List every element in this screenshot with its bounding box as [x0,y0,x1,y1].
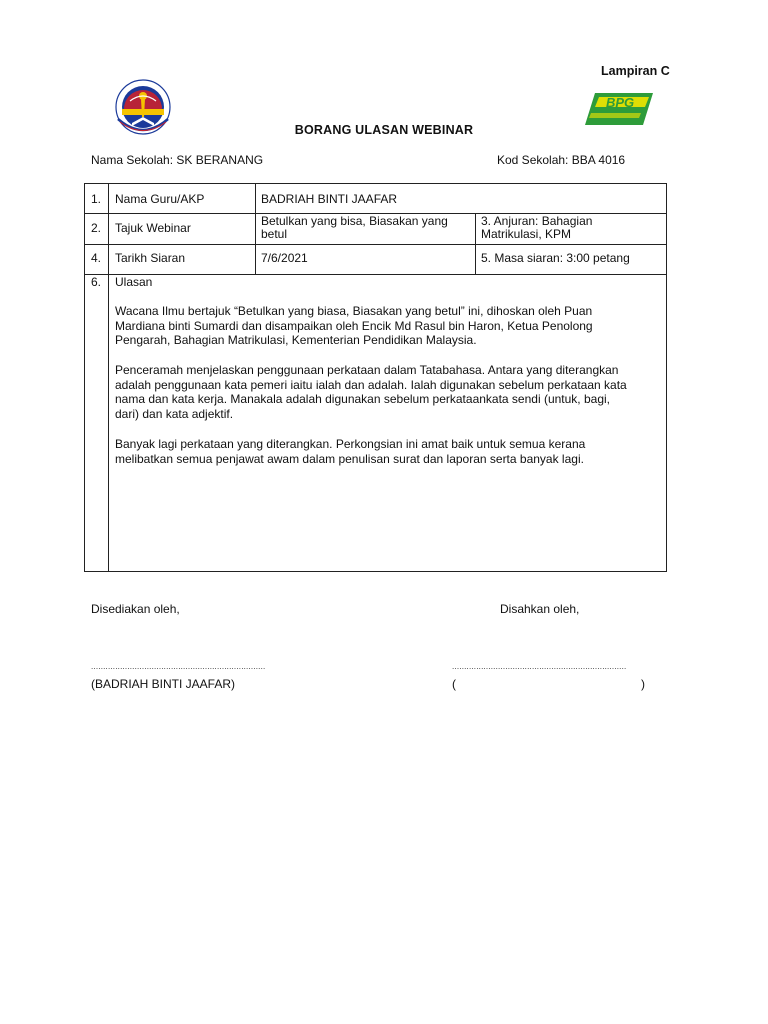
comment-label: Ulasan [115,275,153,289]
comment-paragraph [115,437,655,466]
column-divider [108,184,109,571]
approved-signature-line: ........................................................................ [452,662,627,671]
column-divider [475,213,476,274]
row-number: 4. [91,251,102,265]
row-divider [85,274,666,275]
comment-line: Wacana Ilmu bertajuk “Betulkan yang biasa, Biasakan yang betul” ini, dihoskan oleh Puan [115,304,593,318]
webinar-title-line-2: betul [261,227,288,241]
approved-name-close-paren: ) [641,677,645,691]
svg-text:BPG: BPG [606,95,635,110]
comment-line: dari) dan kata adjektif. [115,406,234,421]
teacher-name: BADRIAH BINTI JAAFAR [261,192,398,206]
document-title: BORANG ULASAN WEBINAR [294,123,474,137]
comment-line: Penceramah menjelaskan penggunaan perkataan dalam Tatabahasa. Antara yang diterangkan [115,363,619,377]
comment-line: nama dan kata kerja. Manakala adalah digunakan sebelum perkataankata sendi (untuk, bagi, [115,392,610,406]
broadcast-time: 5. Masa siaran: 3:00 petang [481,251,630,265]
comment-line: Pengarah, Bahagian Matrikulasi, Kementerian Pendidikan Malaysia. [115,333,477,347]
webinar-form-table [84,183,667,572]
school-code: Kod Sekolah: BBA 4016 [497,153,626,167]
attachment-label: Lampiran C [601,64,670,78]
teacher-label: Nama Guru/AKP [115,192,205,206]
comment-line: Banyak lagi perkataan yang diterangkan. Perkongsian ini amat baik untuk semua kerana [115,437,586,451]
row-divider [85,244,666,245]
prepared-signature-line: ........................................................................ [91,662,266,671]
comment-paragraph [115,363,655,421]
comment-line: melibatkan semua penjawat awam dalam penulisan surat dan laporan serta banyak lagi. [115,451,584,466]
broadcast-date-label: Tarikh Siaran [115,251,186,265]
broadcast-date: 7/6/2021 [261,251,308,265]
row-number: 2. [91,221,102,235]
comment-line: Mardiana binti Sumardi dan disampaikan oleh Encik Md Rasul bin Haron, Ketua Penolong [115,318,593,333]
row-number: 1. [91,192,102,206]
webinar-title-label: Tajuk Webinar [115,221,191,235]
bpg-logo [585,91,653,127]
row-number: 6. [91,275,102,289]
approved-name-open-paren: ( [452,677,456,691]
prepared-by-label: Disediakan oleh, [91,602,180,616]
comment-line: adalah penggunaan kata pemeri iaitu ialah dan adalah. Ialah digunakan sebelum perkataan kata [115,377,627,392]
comment-paragraph [115,304,655,348]
webinar-title-line-1: Betulkan yang bisa, Biasakan yang [261,214,448,228]
approved-by-label: Disahkan oleh, [500,602,580,616]
column-divider [255,184,256,274]
school-name: Nama Sekolah: SK BERANANG [91,153,264,167]
organizer-line-2: Matrikulasi, KPM [481,227,572,241]
prepared-by-name: (BADRIAH BINTI JAAFAR) [91,677,236,691]
organizer-line-1: 3. Anjuran: Bahagian [481,214,593,228]
